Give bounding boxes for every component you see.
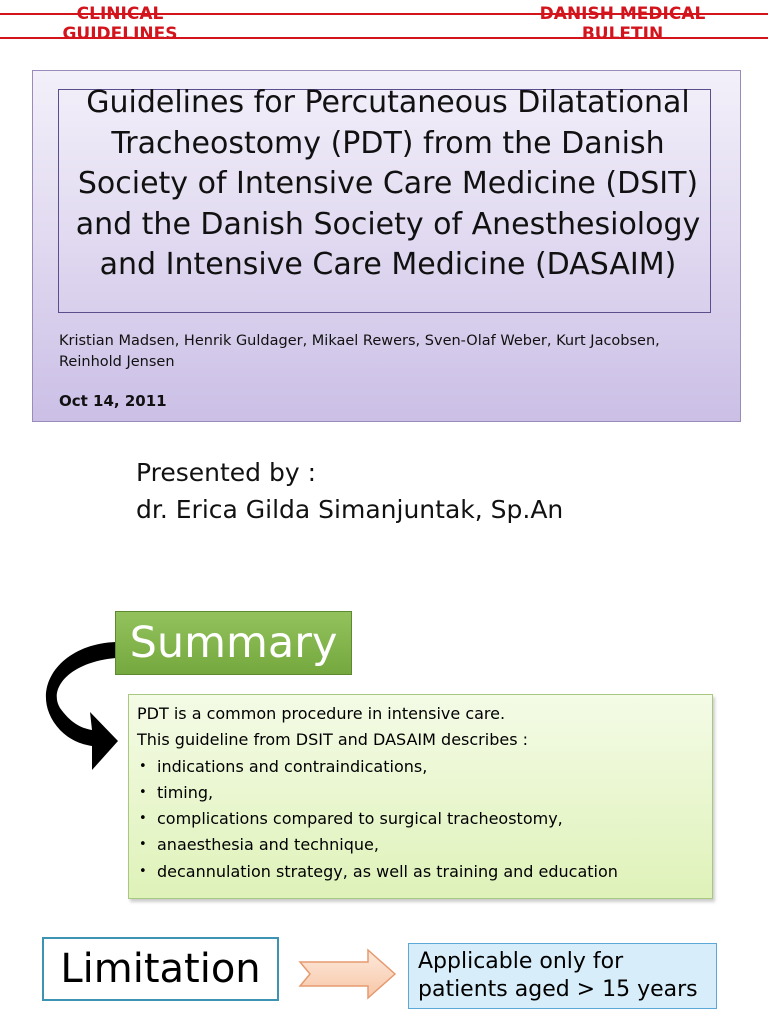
limitation-tag: Limitation [42, 937, 279, 1001]
limitation-text-line1: Applicable only for [418, 949, 624, 974]
presenter-label: Presented by : [136, 458, 317, 487]
presenter-name: dr. Erica Gilda Simanjuntak, Sp.An [136, 495, 564, 524]
summary-bullet-list [137, 754, 704, 885]
header-right-line2: BULETIN [581, 24, 664, 44]
summary-bullet: • anaesthesia and technique, [137, 832, 704, 858]
header-left-line1: CLINICAL [76, 4, 164, 24]
curved-arrow-icon [32, 638, 122, 778]
header-left-line2: GUIDELINES [62, 24, 178, 44]
header-left-label [40, 4, 200, 44]
limitation-text-box [408, 943, 717, 1009]
title-panel [32, 70, 741, 422]
limitation-text-line2: patients aged > 15 years [418, 977, 698, 1002]
paper-title: Guidelines for Percutaneous Dilatational Tracheostomy (PDT) from the Danish Society of Intensive Care Medicine (DSIT) and the Danish Society of Anesthesiology and Intensive Care Medicine (DASAIM) [75, 85, 701, 282]
author-list: Kristian Madsen, Henrik Guldager, Mikael Rewers, Sven-Olaf Weber, Kurt Jacobsen, Reinhold Jensen [59, 333, 660, 370]
summary-bullet: • indications and contraindications, [137, 754, 704, 780]
summary-intro-2: This guideline from DSIT and DASAIM describes : [137, 730, 529, 750]
presenter-block [136, 454, 563, 528]
header-right-line1: DANISH MEDICAL [539, 4, 706, 24]
right-arrow-icon [298, 948, 398, 1000]
summary-intro-1: PDT is a common procedure in intensive care. [137, 704, 506, 723]
summary-bullet: • timing, [137, 780, 704, 806]
summary-bullet: • decannulation strategy, as well as training and education [137, 859, 704, 885]
summary-bullet: • complications compared to surgical tracheostomy, [137, 806, 704, 832]
header-right-label [515, 4, 730, 44]
summary-box [128, 694, 713, 899]
publication-date: Oct 14, 2011 [59, 392, 167, 410]
summary-tag: Summary [115, 611, 352, 675]
